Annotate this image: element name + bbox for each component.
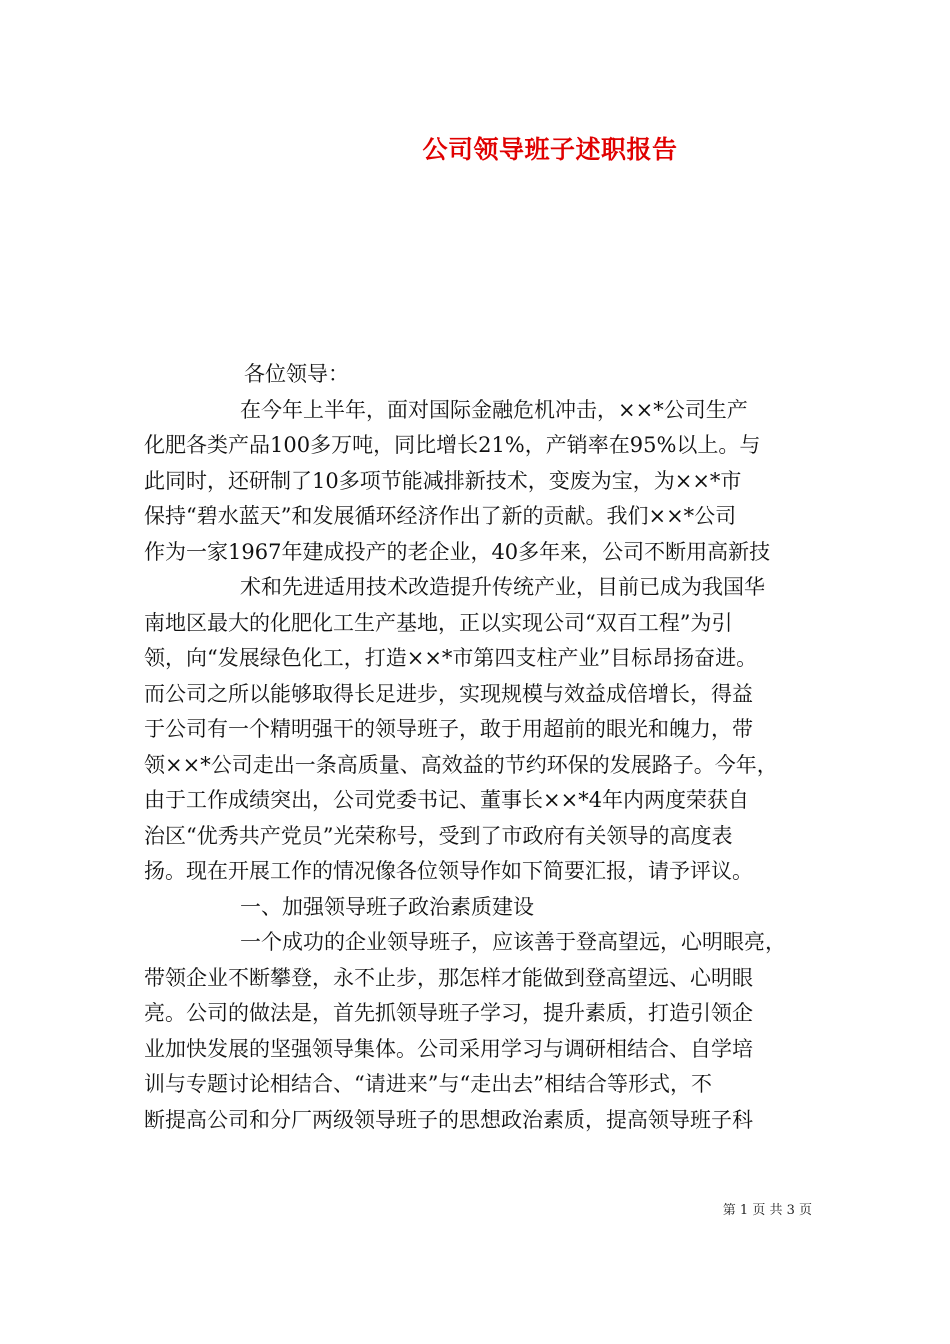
page-footer: 第 1 页 共 3 页 (722, 1203, 812, 1218)
body-line: 一个成功的企业领导班子，应该善于登高望远，心明眼亮， (240, 930, 786, 954)
body-line: 此同时，还研制了10多项节能减排新技术，变废为宝，为××*市 (144, 468, 742, 493)
body-line: 扬。现在开展工作的情况像各位领导作如下简要汇报，请予评议。 (144, 859, 753, 883)
body-line: 带领企业不断攀登，永不止步，那怎样才能做到登高望远、心明眼 (144, 965, 753, 990)
body-line: 训与专题讨论相结合、“请进来”与“走出去”相结合等形式，不 (144, 1072, 712, 1096)
body-line: 于公司有一个精明强干的领导班子，敢于用超前的眼光和魄力，带 (144, 717, 753, 741)
body-line: 治区“优秀共产党员”光荣称号，受到了市政府有关领导的高度表 (144, 823, 733, 848)
body-line: 保持“碧水蓝天”和发展循环经济作出了新的贡献。我们××*公司 (144, 504, 737, 528)
body-line: 领，向“发展绿色化工，打造××*市第四支柱产业”目标昂扬奋进。 (144, 646, 758, 670)
body-line: 业加快发展的坚强领导集体。公司采用学习与调研相结合、自学培 (144, 1036, 753, 1061)
body-line: 在今年上半年，面对国际金融危机冲击，××*公司生产 (240, 397, 748, 422)
body-line: 南地区最大的化肥化工生产基地，正以实现公司“双百工程”为引 (144, 610, 733, 635)
body-line: 作为一家1967年建成投产的老企业，40多年来，公司不断用高新技 (144, 539, 771, 564)
body-line: 亮。公司的做法是，首先抓领导班子学习，提升素质，打造引领企 (144, 1001, 753, 1025)
document-body (144, 357, 812, 1138)
section-heading: 一、加强领导班子政治素质建设 (240, 894, 534, 919)
body-line: 各位领导： (244, 362, 349, 386)
document-title: 公司领导班子述职报告 (422, 135, 678, 164)
body-line: 领××*公司走出一条高质量、高效益的节约环保的发展路子。今年， (144, 752, 778, 777)
body-line: 断提高公司和分厂两级领导班子的思想政治素质，提高领导班子科 (144, 1107, 753, 1132)
body-line: 术和先进适用技术改造提升传统产业，目前已成为我国华 (240, 575, 765, 599)
body-line: 化肥各类产品100多万吨，同比增长21%，产销率在95%以上。与 (144, 433, 761, 457)
body-line: 而公司之所以能够取得长足进步，实现规模与效益成倍增长，得益 (144, 681, 753, 706)
body-line: 由于工作成绩突出，公司党委书记、董事长××*4年内两度荣获自 (144, 788, 750, 812)
